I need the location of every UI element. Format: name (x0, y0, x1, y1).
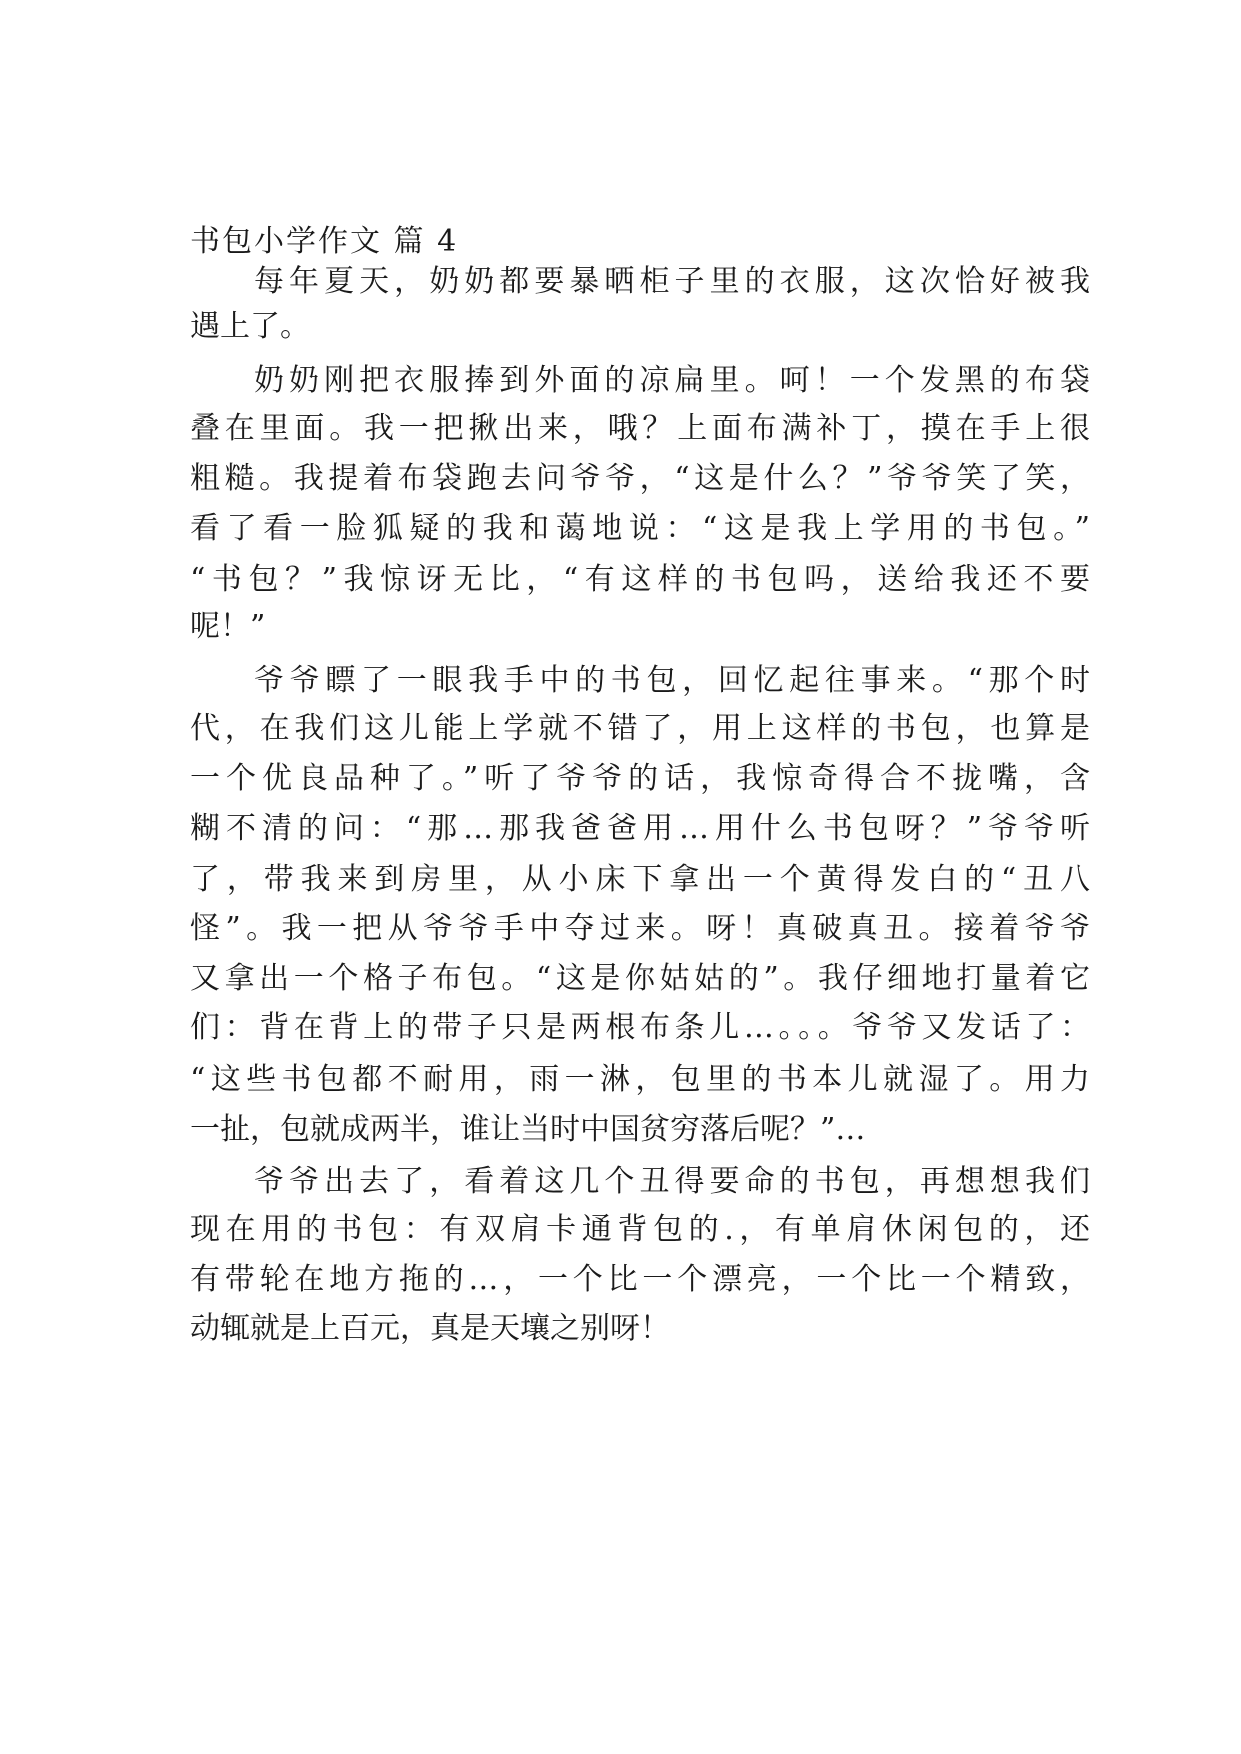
text-line: 呢！” (190, 609, 266, 644)
text-line: 一个优良品种了。”听了爷爷的话，我惊奇得合不拢嘴，含 (190, 761, 1090, 796)
text-line: 现在用的书包：有双肩卡通背包的.，有单肩休闲包的，还 (190, 1212, 1090, 1247)
text-line: 看了看一脸狐疑的我和蔼地说：“这是我上学用的书包。” (190, 511, 1090, 546)
text-line: 了，带我来到房里，从小床下拿出一个黄得发白的“丑八 (190, 862, 1090, 897)
text-line: 们：背在背上的带子只是两根布条儿…。。。爷爷又发话了： (190, 1010, 1090, 1045)
text-line: 糊不清的问：“那…那我爸爸用…用什么书包呀？”爷爷听 (190, 811, 1090, 846)
text-line: “书包？”我惊讶无比，“有这样的书包吗，送给我还不要 (190, 562, 1090, 597)
document-title: 书包小学作文 篇 4 (190, 224, 459, 259)
text-line: 叠在里面。我一把揪出来，哦？上面布满补丁，摸在手上很 (190, 411, 1090, 446)
text-line: 有带轮在地方拖的…，一个比一个漂亮，一个比一个精致， (190, 1262, 1090, 1297)
text-line: 动辄就是上百元，真是天壤之别呀！ (190, 1311, 670, 1346)
text-line: 爷爷瞟了一眼我手中的书包，回忆起往事来。“那个时 (254, 663, 1090, 698)
text-line: 遇上了。 (190, 309, 310, 344)
text-line: 粗糙。我提着布袋跑去问爷爷，“这是什么？”爷爷笑了笑， (190, 461, 1090, 496)
text-line: “这些书包都不耐用，雨一淋，包里的书本儿就湿了。用力 (190, 1062, 1090, 1097)
text-line: 奶奶刚把衣服捧到外面的凉扁里。呵！一个发黑的布袋 (254, 363, 1090, 398)
text-line: 又拿出一个格子布包。“这是你姑姑的”。我仔细地打量着它 (190, 961, 1090, 996)
text-line: 每年夏天，奶奶都要暴晒柜子里的衣服，这次恰好被我 (254, 264, 1090, 299)
text-line: 怪”。我一把从爷爷手中夺过来。呀！真破真丑。接着爷爷 (190, 911, 1090, 946)
text-line: 一扯，包就成两半，谁让当时中国贫穷落后呢？”… (190, 1112, 866, 1147)
text-line: 代，在我们这儿能上学就不错了，用上这样的书包，也算是 (190, 711, 1090, 746)
text-line: 爷爷出去了，看着这几个丑得要命的书包，再想想我们 (254, 1164, 1090, 1199)
